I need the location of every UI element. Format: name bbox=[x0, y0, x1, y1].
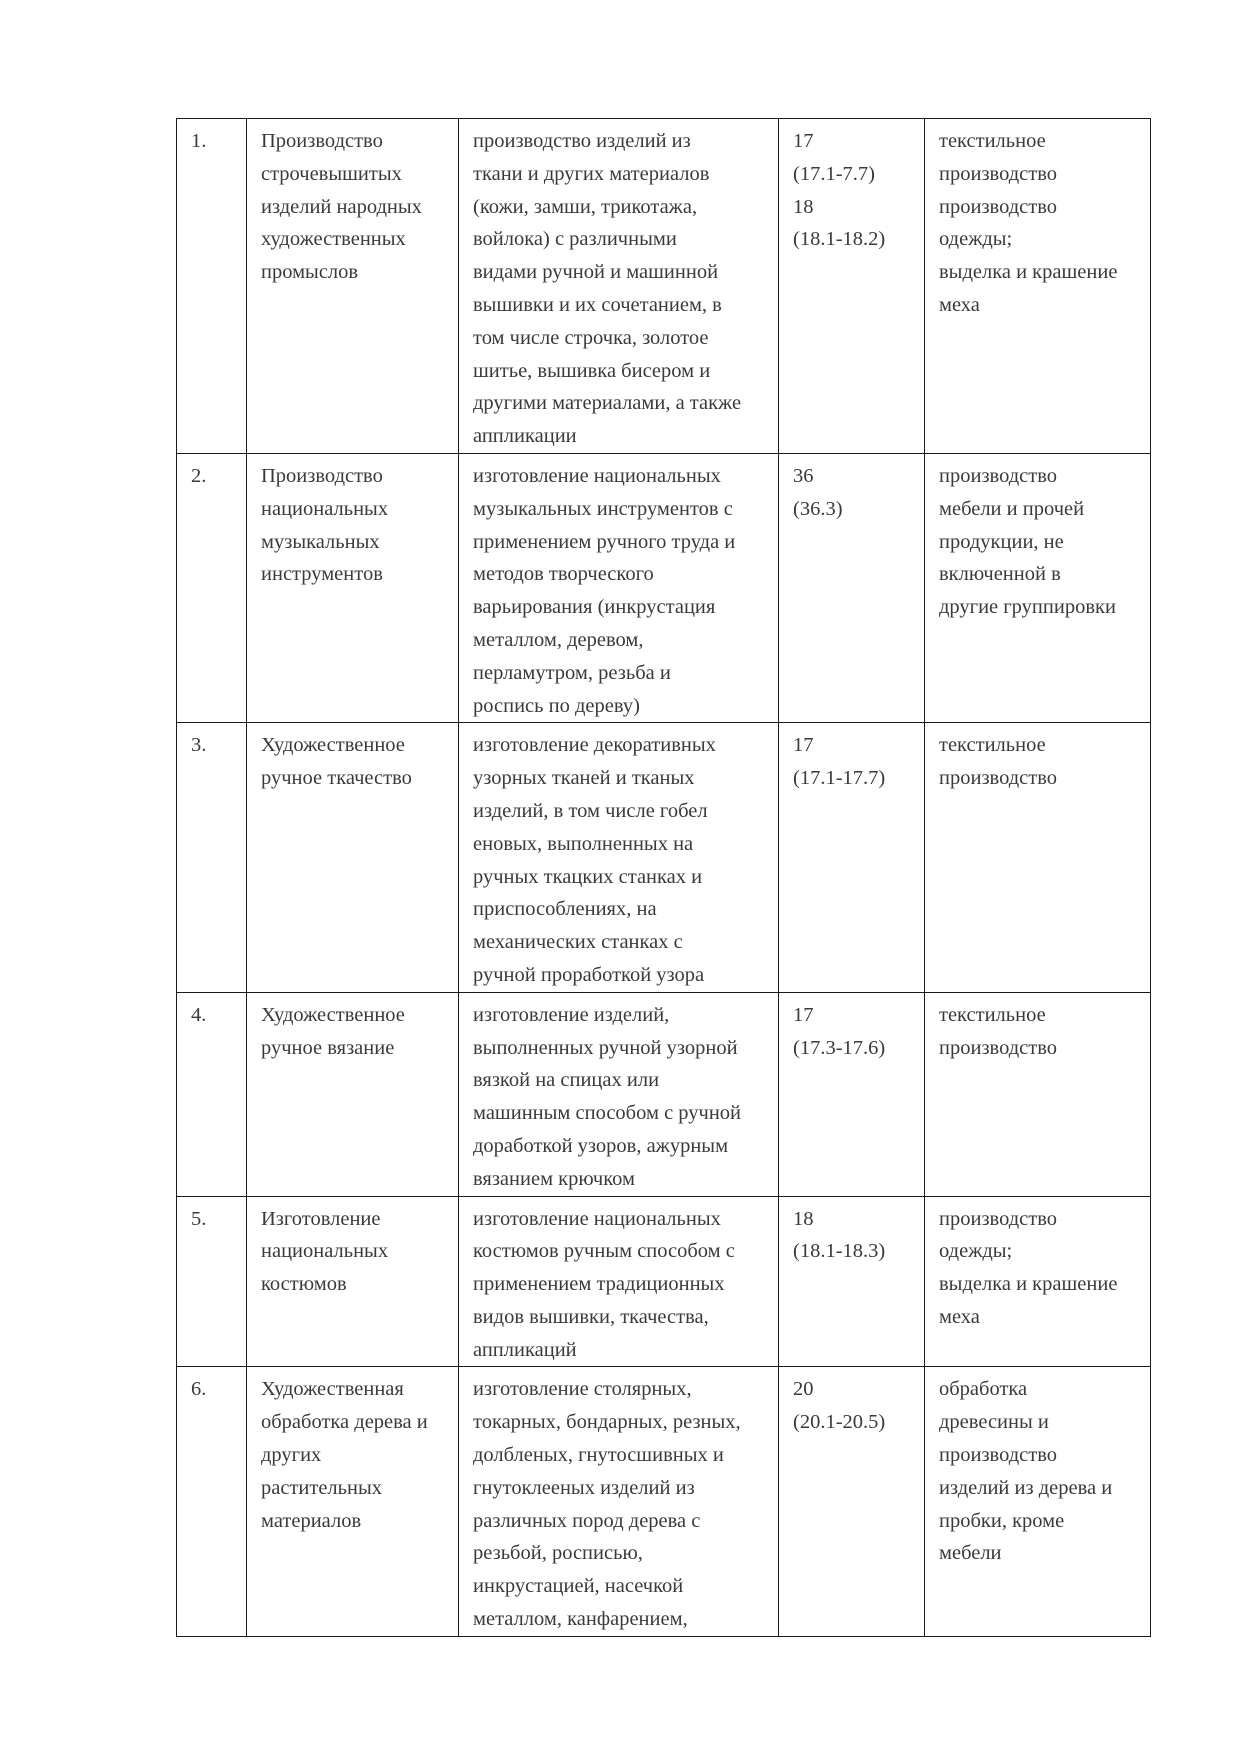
industry-cell bbox=[925, 119, 1151, 454]
craft-name: Производство национальных музыкальных инструментов bbox=[261, 464, 389, 586]
table-row bbox=[177, 119, 1151, 454]
classifier-code: 17 (17.3-17.6) bbox=[793, 1003, 886, 1059]
industry-name: текстильное производство производство одежды; выделка и крашение меха bbox=[939, 130, 1118, 316]
row-number: 6. bbox=[191, 1378, 207, 1401]
row-number: 5. bbox=[191, 1207, 207, 1230]
row-number: 4. bbox=[191, 1003, 207, 1026]
industry-name: производство одежды; выделка и крашение меха bbox=[939, 1207, 1118, 1328]
industry-name: обработка древесины и производство изделий из дерева и пробки, кроме мебели bbox=[939, 1378, 1113, 1565]
crafts-table bbox=[176, 118, 1151, 1637]
industry-cell bbox=[925, 453, 1151, 722]
industry-name: производство мебели и прочей продукции, не включенной в другие группировки bbox=[939, 464, 1116, 619]
classifier-code-cell bbox=[779, 453, 925, 722]
row-number-cell bbox=[177, 453, 247, 722]
craft-description-cell bbox=[459, 453, 779, 722]
row-number: 2. bbox=[191, 464, 207, 487]
craft-name: Производство строчевышитых изделий народных художественных промыслов bbox=[261, 130, 422, 284]
classifier-code: 20 (20.1-20.5) bbox=[793, 1378, 886, 1434]
craft-name: Художественное ручное вязание bbox=[261, 1003, 405, 1059]
craft-description: изготовление национальных костюмов ручным способом с применением традиционных видов вышивки, ткачества, аппликаций bbox=[473, 1207, 735, 1361]
row-number: 1. bbox=[191, 130, 207, 152]
craft-name-cell bbox=[247, 453, 459, 722]
industry-cell bbox=[925, 1196, 1151, 1367]
industry-cell bbox=[925, 723, 1151, 992]
row-number-cell bbox=[177, 119, 247, 454]
table-row bbox=[177, 723, 1151, 992]
craft-name: Художественное ручное ткачество bbox=[261, 734, 412, 790]
classifier-code: 36 (36.3) bbox=[793, 464, 843, 520]
craft-description-cell bbox=[459, 992, 779, 1196]
table-row bbox=[177, 1367, 1151, 1636]
industry-cell bbox=[925, 1367, 1151, 1636]
craft-description-cell bbox=[459, 723, 779, 992]
craft-description: изготовление столярных, токарных, бондарных, резных, долбленых, гнутосшивных и гнутоклееных изделий из различных пород дерева с резьбой, росписью, инкрустацией, насечкой металлом, канфарением, bbox=[473, 1378, 741, 1631]
craft-description-cell bbox=[459, 1367, 779, 1636]
classifier-code-cell bbox=[779, 1367, 925, 1636]
row-number-cell bbox=[177, 1367, 247, 1636]
row-number-cell bbox=[177, 992, 247, 1196]
craft-description-cell bbox=[459, 1196, 779, 1367]
classifier-code-cell bbox=[779, 1196, 925, 1367]
craft-description-cell bbox=[459, 119, 779, 454]
row-number-cell bbox=[177, 723, 247, 992]
craft-name: Художественная обработка дерева и других растительных материалов bbox=[261, 1378, 428, 1532]
craft-description: изготовление национальных музыкальных инструментов с применением ручного труда и методов творческого варьирования (инкрустация металлом, деревом, перламутром, резьба и роспись по дереву) bbox=[473, 464, 736, 717]
craft-name-cell bbox=[247, 119, 459, 454]
craft-name-cell bbox=[247, 1367, 459, 1636]
classifier-code: 18 (18.1-18.3) bbox=[793, 1207, 886, 1263]
industry-cell bbox=[925, 992, 1151, 1196]
craft-description: производство изделий из ткани и других материалов (кожи, замши, трикотажа, войлока) с различными видами ручной и машинной вышивки и их сочетанием, в том числе строчка, золотое шитье, вышивка бисером и другими материалами, а также аппликации bbox=[473, 130, 742, 448]
craft-description: изготовление изделий, выполненных ручной узорной вязкой на спицах или машинным способом с ручной доработкой узоров, ажурным вязанием крючком bbox=[473, 1003, 742, 1190]
classifier-code: 17 (17.1-17.7) bbox=[793, 734, 886, 790]
classifier-code-cell bbox=[779, 723, 925, 992]
table-row bbox=[177, 453, 1151, 722]
industry-name: текстильное производство bbox=[939, 734, 1058, 790]
craft-name-cell bbox=[247, 992, 459, 1196]
classifier-code: 17 (17.1-7.7) 18 (18.1-18.2) bbox=[793, 130, 886, 251]
craft-name-cell bbox=[247, 723, 459, 992]
table-row bbox=[177, 992, 1151, 1196]
craft-name: Изготовление национальных костюмов bbox=[261, 1207, 389, 1296]
industry-name: текстильное производство bbox=[939, 1003, 1058, 1059]
table-row bbox=[177, 1196, 1151, 1367]
craft-description: изготовление декоративных узорных тканей и тканых изделий, в том числе гобел еновых, выполненных на ручных ткацких станках и приспособлениях, на механических станках с ручной проработкой узора bbox=[473, 734, 716, 986]
row-number-cell bbox=[177, 1196, 247, 1367]
row-number: 3. bbox=[191, 734, 207, 757]
craft-name-cell bbox=[247, 1196, 459, 1367]
classifier-code-cell bbox=[779, 992, 925, 1196]
classifier-code-cell bbox=[779, 119, 925, 454]
